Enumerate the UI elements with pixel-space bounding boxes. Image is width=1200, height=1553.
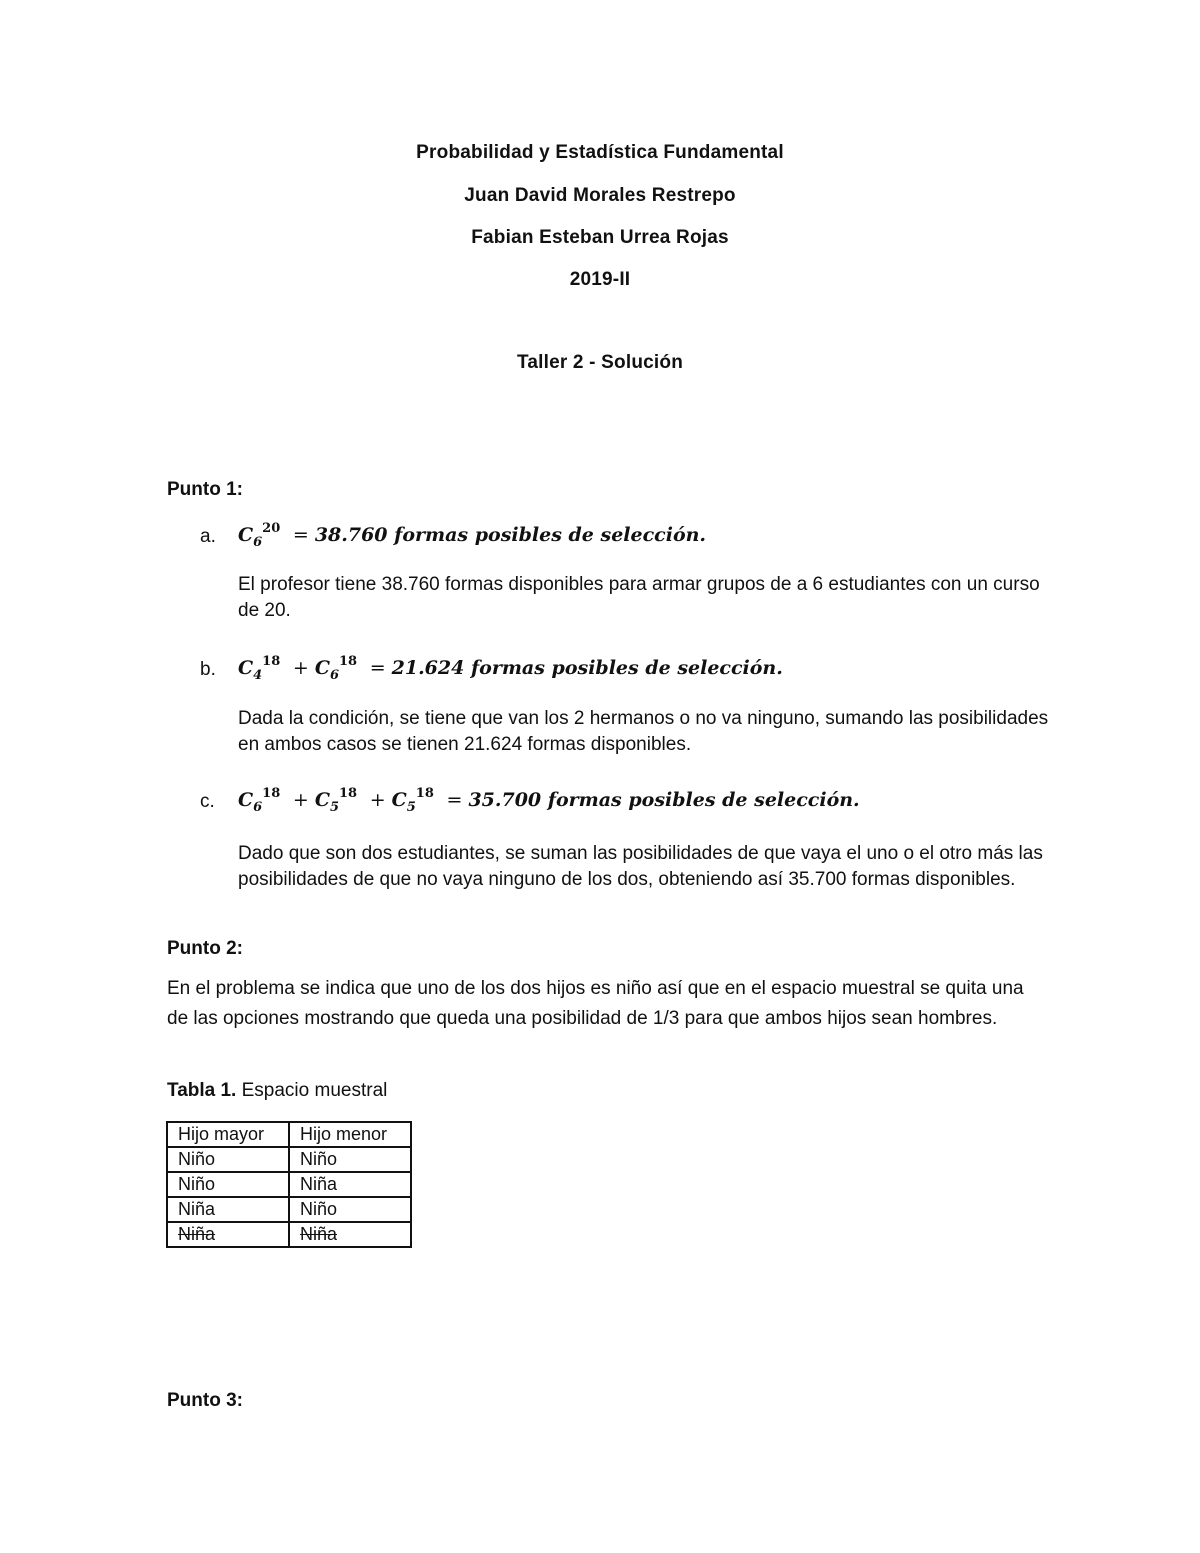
formula-equals: = [369, 657, 386, 679]
term: 2019-II [569, 269, 631, 290]
formula-sup: 18 [338, 786, 358, 801]
formula-term: C [314, 789, 330, 811]
formula-text: formas posibles de selección. [394, 524, 707, 546]
table-cell [167, 1222, 289, 1247]
document-title: Taller 2 - Solución [516, 352, 684, 373]
table-cell: Niña [289, 1172, 411, 1197]
formula-c [238, 786, 860, 815]
table-caption [167, 1080, 387, 1102]
table-cell: Niño [167, 1147, 289, 1172]
formula-sub: 6 [253, 535, 263, 550]
table-header-cell: Hijo menor [289, 1122, 411, 1147]
formula-sub: 5 [406, 800, 416, 815]
table-row-struck [167, 1222, 411, 1247]
item-c-marker: c. [200, 791, 215, 812]
formula-term: C [238, 789, 254, 811]
formula-plus: + [369, 789, 386, 811]
table-row [167, 1147, 411, 1172]
formula-result: 38.760 [314, 524, 388, 546]
table-header-row [167, 1122, 411, 1147]
formula-equals: = [292, 524, 309, 546]
formula-sup: 18 [415, 786, 434, 801]
formula-equals: = [446, 789, 463, 811]
formula-term: C [314, 657, 330, 679]
table-cell: Niño [289, 1147, 411, 1172]
formula-sub: 4 [253, 668, 263, 683]
table-header-cell: Hijo mayor [167, 1122, 289, 1147]
table-cell: Niño [167, 1172, 289, 1197]
punto-3-heading: Punto 3: [167, 1390, 243, 1411]
item-b-marker: b. [200, 659, 216, 680]
punto-2-heading: Punto 2: [167, 938, 243, 959]
formula-result: 21.624 [391, 657, 465, 679]
formula-sup: 18 [262, 654, 281, 669]
table-row [167, 1172, 411, 1197]
table-cell: Niña [167, 1197, 289, 1222]
formula-plus: + [292, 789, 309, 811]
formula-text: formas posibles de selección. [547, 789, 860, 811]
formula-sup: 20 [262, 521, 281, 536]
formula-b [238, 654, 783, 683]
punto-1-heading: Punto 1: [167, 479, 243, 500]
item-a-marker: a. [200, 526, 216, 547]
formula-text: formas posibles de selección. [470, 657, 783, 679]
formula-term: C [238, 524, 254, 546]
table-caption-label: Tabla 1. [167, 1080, 237, 1101]
table-row [167, 1197, 411, 1222]
item-b-explanation: Dada la condición, se tiene que van los 2 hermanos o no va ninguno, sumando las posibilidades en ambos casos se tienen 21.624 formas disponibles. [238, 708, 1049, 755]
formula-sub: 6 [329, 668, 339, 683]
formula-term: C [238, 657, 254, 679]
struck-text: Niña [178, 1224, 216, 1244]
table-caption-text: Espacio muestral [241, 1080, 388, 1101]
formula-plus: + [292, 657, 309, 679]
item-c-explanation: Dado que son dos estudiantes, se suman las posibilidades de que vaya el uno o el otro más las posibilidades de que no vaya ninguno de los dos, obteniendo así 35.700 formas disponibles. [238, 843, 1043, 890]
author-2: Fabian Esteban Urrea Rojas [471, 227, 729, 248]
author-1: Juan David Morales Restrepo [464, 185, 736, 206]
formula-sup: 18 [262, 786, 281, 801]
formula-term: C [391, 789, 407, 811]
course-title: Probabilidad y Estadística Fundamental [416, 142, 784, 163]
formula-sub: 6 [253, 800, 263, 815]
formula-result: 35.700 [468, 789, 542, 811]
formula-sup: 18 [338, 654, 358, 669]
formula-sub: 5 [329, 800, 339, 815]
punto-2-paragraph: En el problema se indica que uno de los dos hijos es niño así que en el espacio muestral se quita una de las opciones mostrando que queda una posibilidad de 1/3 para que ambos hijos sean hombres. [167, 978, 1024, 1029]
struck-text: Niña [300, 1224, 338, 1244]
formula-a [238, 521, 707, 550]
table-cell: Niño [289, 1197, 411, 1222]
table-cell [289, 1222, 411, 1247]
sample-space-table [166, 1121, 412, 1248]
item-a-explanation: El profesor tiene 38.760 formas disponibles para armar grupos de a 6 estudiantes con un curso de 20. [238, 574, 1040, 621]
